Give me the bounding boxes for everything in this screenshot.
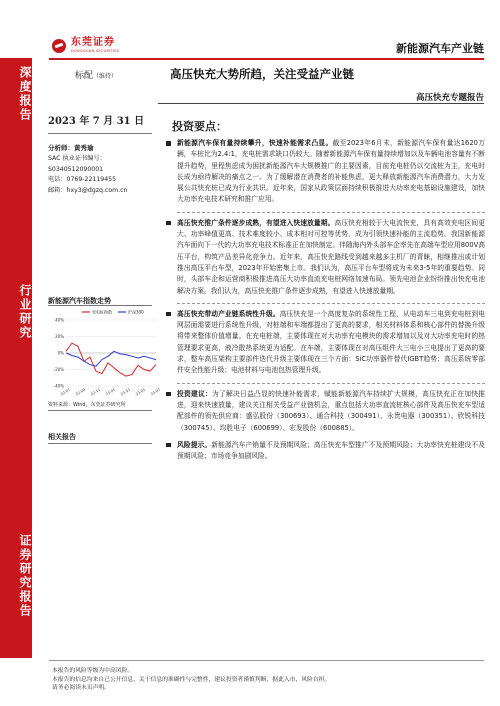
rating — [75, 68, 117, 81]
bullet-upgrade-lead: 高压快充带动产业链系统性升级。 — [177, 309, 280, 318]
chart-bottom-rule — [48, 410, 152, 411]
report-title: 高压快充大势所趋，关注受益产业链 — [170, 67, 354, 81]
bullet-advice-lead: 投资建议： — [177, 389, 213, 398]
page-footer — [52, 667, 330, 693]
header-divider — [49, 58, 484, 60]
chart-source: 资料来源：Wind，东莞证券研究所 — [48, 402, 126, 408]
bullet-separator — [177, 383, 485, 384]
y-tick-label: 40% — [55, 317, 64, 323]
related-reports-title: 相关报告 — [48, 433, 76, 441]
chart-title: 新能源汽车指数走势 — [48, 297, 111, 305]
bullet-ownership-text: 截至2023年6月末，新能源汽车保有量达1620万辆，车桩比为2.4:1，充电桩需求缺口仍较大。随着新能源汽车保有量持续增加以及车辆电池容量有不断提升趋势，里程焦虑成为困扰新能源汽车大规模推广的主要因素，目前充电桩仍以交流桩为主，充电时长成为亟待解决的痛点之一。为了缓解潜在消费者的补能焦虑，更大释放新能源汽车消费潜力，大力发展公共快充桩已成为行业共识。近年来，国家从政策层面持续积极推进大功率充电基础设施建设，加快大功率充电技术研究和推广应用。 — [177, 139, 485, 204]
footer-disclaimer: 本报告的信息均来自已公开信息，关于信息的准确性与完整性，建议投资者谨慎判断，据此入市，风险自担。 — [52, 676, 331, 683]
bullet-adoption — [163, 218, 485, 297]
analyst-name: 分析师：黄秀瑜 — [48, 144, 94, 152]
bullet-upgrade — [163, 309, 485, 377]
report-date: 2023 年 7 月 31 日 — [48, 116, 145, 127]
analyst-phone: 电话：0769-22119455 — [48, 176, 117, 184]
bullet-advice — [163, 389, 485, 434]
bullet-adoption-text: 高压快充相较于大电流快充，具有高效充电区间更大、功率峰值更高、技术难度较小、成本相对可控等优势，成为引领快速补能的主流趋势。我国新能源汽车面向下一代的大功率充电技术标准正在加快制定。伴随海内外头部车企率先在高端车型应用800V高压平台，构筑产品差异化竞争力。近年来，高压快充路线受到越来越多主机厂的青睐，相继推出或计划推出高压平台车型，2023年开始密集上市。我们认为，高压平台车型将成为未来3-5年的重要趋势。同时，头部车企和运营商积极推进高压大功率直流充电桩网络加速布局。领先电池企业纷纷推出快充电池解决方案。我们认为，高压快充推广条件逐步成熟，有望进入快速放量期。 — [177, 218, 485, 295]
title-divider — [158, 103, 484, 104]
y-tick-label: -20% — [53, 367, 64, 372]
series-line-csi300 — [66, 351, 156, 366]
logo-subtext: DONGGUAN SECURITIES — [71, 49, 120, 53]
report-subtitle: 高压快充专题报告 — [415, 93, 484, 103]
sidebar-label-securities: 证券研究报告 — [18, 534, 32, 618]
y-tick-label: -40% — [53, 383, 64, 389]
sidebar-label-industry: 行业研究 — [18, 284, 32, 340]
footer-notice: 请务必阅读末页声明。 — [52, 685, 110, 691]
analyst-cert-label: SAC 执业证书编号： — [48, 155, 106, 163]
rating-label: 标配 — [75, 71, 94, 81]
analyst-info — [48, 143, 154, 196]
x-tick-label: 23-01 — [104, 387, 117, 397]
legend-label-charging-pile: 充电桩指数 — [92, 309, 112, 315]
date-divider — [48, 133, 152, 134]
red-sidebar — [0, 58, 32, 658]
analyst-email: 邮箱：hxy3@dgzq.com.cn — [48, 186, 128, 194]
index-chart — [48, 306, 162, 398]
legend-label-csi300: 沪深300 — [128, 309, 144, 315]
bullet-separator — [177, 303, 485, 304]
footer-risk-level: 本报告的风险等级为中高风险。 — [52, 668, 134, 674]
page-header — [0, 0, 500, 64]
investment-points-heading: 投资要点： — [172, 120, 227, 133]
footer-divider — [49, 660, 484, 661]
series-line-charging-pile — [66, 343, 156, 376]
related-divider — [48, 443, 152, 444]
bullet-ownership — [163, 138, 485, 206]
index-chart-svg — [48, 306, 162, 398]
x-tick-label: 22-09 — [74, 387, 87, 397]
x-tick-label: 23-07 — [149, 387, 162, 397]
logo-icon — [52, 39, 66, 53]
logo-name: 东莞证券 — [71, 37, 115, 48]
bullet-separator — [177, 212, 485, 213]
x-tick-label: 23-03 — [119, 387, 132, 397]
x-tick-label: 22-07 — [59, 387, 72, 397]
rating-note: （维持） — [93, 73, 118, 80]
investment-points — [163, 138, 485, 468]
analyst-cert-number: S0340512090001 — [48, 165, 104, 173]
sidebar-label-depth: 深度报告 — [18, 66, 32, 122]
bullet-ownership-lead: 新能源汽车保有量持续攀升，快速补能需求凸显。 — [177, 139, 333, 147]
industry-title: 新能源汽车产业链 — [396, 42, 484, 55]
bullet-adoption-lead: 高压快充推广条件逐步成熟，有望进入快速放量期。 — [177, 218, 335, 227]
y-tick-label: 0% — [57, 350, 64, 356]
bullet-risk-text: 新能源汽车产销量不及预期风险；高压快充车型推广不及预期风险；大功率快充桩建设不及预期风险；市场竞争加剧风险。 — [177, 440, 485, 461]
bullet-risk — [163, 440, 485, 463]
x-tick-label: 22-11 — [89, 387, 102, 397]
bullet-advice-text: 为了解决日益凸显的快速补能需求，赋能新能源汽车持续扩大规模，高压快充正在加快推进，迎来快速放量，建议关注相关受益产业链机会，重点包括大功率直流桩核心部件及高压快充车型适配部件的领先供应商：盛弘股份（300693）、通合科技（300491）、永贵电器（300351）、欣锐科技（300745）、均胜电子（600699）、宏发股份（600885）。 — [177, 389, 485, 432]
bullet-risk-lead: 风险提示。 — [177, 440, 212, 449]
y-tick-label: 20% — [55, 334, 64, 339]
bullet-upgrade-text: 高压快充是一个高度复杂的系统性工程，从电动车三电到充电桩到电网层面需要进行系统性升级，对桩端和车端都提出了更高的要求，相关材料体系和核心部件的替换升级将带来整体价值增量。在充电桩端，主要体现在对大功率充电模块的需求增加以及对大功率充电时的热管理要求更高，液冷散热系统更为适配。在车端，主要体现在对高压组件大三电小三电提出了更高的要求，整车高压架构主要部件迭代升级主要体现在三个方面：SiC功率器件替代IGBT趋势；高压系统零部件安全性能升级；电池材料与电池包热管理升级。 — [177, 309, 485, 375]
x-tick-label: 23-05 — [134, 387, 147, 397]
company-logo — [52, 38, 119, 53]
